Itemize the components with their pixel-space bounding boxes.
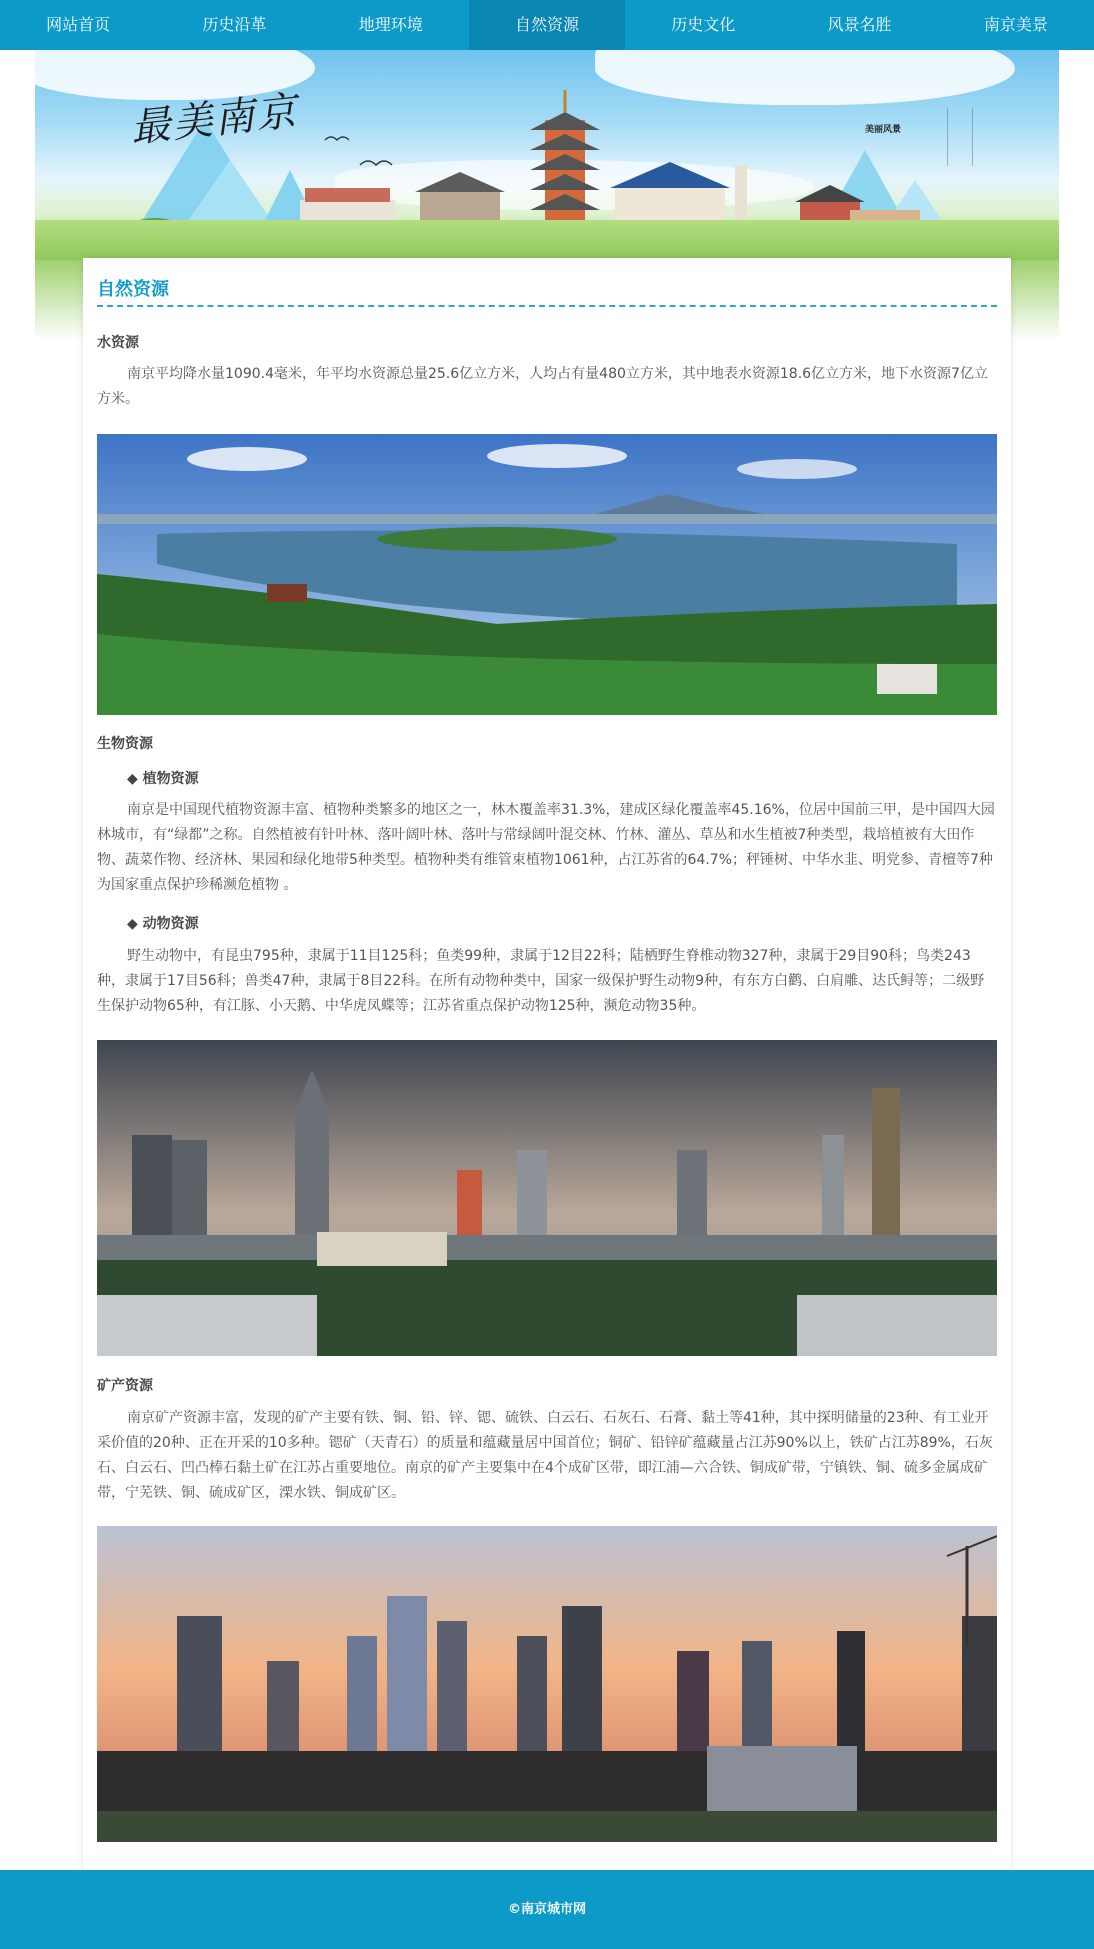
nav-item-culture[interactable]: 历史文化: [671, 15, 736, 34]
nav-item-scenery[interactable]: 风景名胜: [827, 15, 892, 34]
animal-heading: ◆ 动物资源: [127, 916, 199, 932]
footer-copyright: ©南京城市网: [507, 1902, 586, 1917]
mineral-text: 南京矿产资源丰富，发现的矿产主要有铁、铜、铅、锌、锶、硫铁、白云石、石灰石、石膏、黏土等41种，其中探明储量的23种、有工业开采价值的20种、正在开采的10多种。锶矿（天青石）的质量和蕴藏量居中国首位；铜矿、铅锌矿蕴藏量占江苏90%以上，铁矿占江苏89%，石灰石、白云石、凹凸棒石黏土矿在江苏占重要地位。南京的矿产主要集中在4个成矿区带，即江浦—六合铁、铜成矿带，宁镇铁、铜、硫多金属成矿带，宁芜铁、铜、硫成矿区，溧水铁、铜成矿区。: [97, 1410, 993, 1501]
animal-text: 野生动物中，有昆虫795种，隶属于11目125科；鱼类99种，隶属于12目22科；陆栖野生脊椎动物327种，隶属于29目90科；鸟类243种，隶属于17目56科；兽类47种，隶属于8目22科。在所有动物种类中，国家一级保护野生动物9种，有东方白鹳、白肩雕、达氏鲟等；二级野生保护动物65种，有江豚、小天鹅、中华虎凤蝶等；江苏省重点保护动物125种，濒危动物35种。: [97, 948, 985, 1014]
top-nav: [0, 0, 1094, 50]
page-title: 自然资源: [97, 279, 169, 300]
animal-heading-label: 动物资源: [142, 916, 199, 932]
lake-photo: [97, 434, 997, 715]
plant-heading: ◆ 植物资源: [127, 771, 199, 787]
bio-heading: 生物资源: [97, 736, 153, 752]
nav-item-history[interactable]: 历史沿革: [202, 15, 267, 34]
plant-text: 南京是中国现代植物资源丰富、植物种类繁多的地区之一，林木覆盖率31.3%，建成区绿化覆盖率45.16%，位居中国前三甲，是中国四大园林城市，有“绿都”之称。自然植被有针叶林、落叶阔叶林、落叶与常绿阔叶混交林、竹林、灌丛、草丛和水生植被7种类型，栽培植被有大田作物、蔬菜作物、经济林、果园和绿化地带5种类型。植物种类有维管束植物1061种，占江苏省的64.7%；秤锤树、中华水韭、明党参、青檀等7种为国家重点保护珍稀濒危植物 。: [97, 802, 995, 893]
plant-heading-label: 植物资源: [142, 771, 199, 787]
water-heading: 水资源: [97, 335, 139, 351]
header-banner: [35, 50, 1059, 260]
calligraphy-decoration: [947, 108, 973, 166]
water-text: 南京平均降水量1090.4毫米，年平均水资源总量25.6亿立方米，人均占有量480立方米，其中地表水资源18.6亿立方米，地下水资源7亿立方米。: [97, 366, 988, 407]
nav-item-natural-resources[interactable]: 自然资源: [469, 0, 625, 50]
banner-title: 最美南京: [128, 88, 301, 152]
title-divider: [97, 305, 997, 307]
nav-item-home[interactable]: 网站首页: [46, 15, 111, 34]
nav-item-nanjing-views[interactable]: 南京美景: [983, 15, 1048, 34]
grass-strip: [35, 220, 1059, 260]
banner-badge: 美丽风景: [865, 125, 902, 135]
nav-item-geography[interactable]: 地理环境: [358, 15, 423, 34]
mineral-heading: 矿产资源: [97, 1378, 153, 1394]
city-skyline-photo: [97, 1040, 997, 1356]
city-dusk-photo: [97, 1526, 997, 1842]
page-footer: [0, 1870, 1094, 1949]
